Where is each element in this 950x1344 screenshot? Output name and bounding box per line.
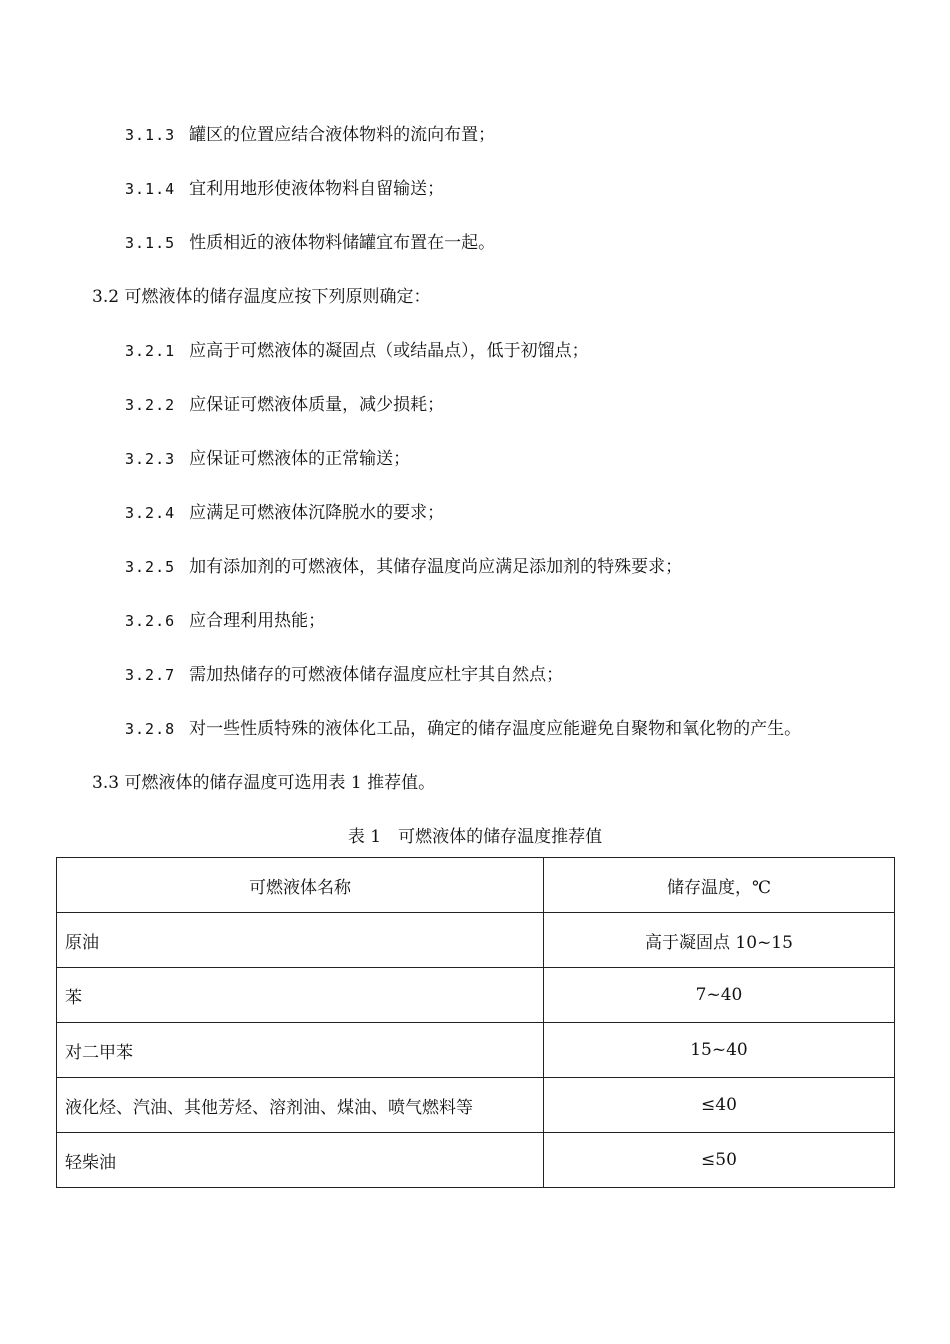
clause-number: 3.2.4 — [125, 504, 176, 522]
clause-text: 应满足可燃液体沉降脱水的要求； — [189, 503, 445, 523]
clause-number: 3.3 — [92, 773, 120, 793]
clause-number: 3.2 — [92, 287, 120, 307]
clause-text: 应合理利用热能； — [189, 611, 326, 631]
clause-3-3 — [92, 772, 435, 794]
storage-temp-cell: ≤40 — [544, 1078, 895, 1133]
storage-temp-cell: 7~40 — [544, 968, 895, 1023]
table-row — [57, 1078, 895, 1133]
table-row — [57, 913, 895, 968]
clause-text: 可燃液体的储存温度应按下列原则确定： — [124, 287, 431, 307]
clause-number: 3.2.3 — [125, 450, 176, 468]
storage-temperature-table — [56, 857, 895, 1188]
clause-number: 3.2.7 — [125, 666, 176, 684]
clause-text: 应保证可燃液体质量，减少损耗； — [189, 395, 445, 415]
table-row — [57, 1023, 895, 1078]
table-caption: 表 1 可燃液体的储存温度推荐值 — [347, 827, 603, 847]
clause-3-2 — [92, 286, 430, 308]
clause-3-2-6 — [125, 610, 325, 632]
clause-text: 性质相近的液体物料储罐宜布置在一起。 — [189, 233, 496, 253]
table-header-row — [57, 858, 895, 913]
clause-3-1-5 — [125, 232, 495, 254]
clause-3-2-1 — [125, 340, 589, 362]
clause-number: 3.1.3 — [125, 126, 176, 144]
storage-temp-cell: ≤50 — [544, 1133, 895, 1188]
clause-number: 3.2.2 — [125, 396, 176, 414]
liquid-name-cell: 液化烃、汽油、其他芳烃、溶剂油、煤油、喷气燃料等 — [57, 1078, 544, 1133]
clause-3-2-2 — [125, 394, 444, 416]
clause-3-2-3 — [125, 448, 410, 470]
clause-number: 3.1.5 — [125, 234, 176, 252]
liquid-name-cell: 原油 — [57, 913, 544, 968]
liquid-name-cell: 轻柴油 — [57, 1133, 544, 1188]
clause-text: 应保证可燃液体的正常输送； — [189, 449, 411, 469]
clause-text: 应高于可燃液体的凝固点（或结晶点），低于初馏点； — [189, 341, 589, 361]
clause-3-2-5 — [125, 556, 682, 578]
clause-text: 可燃液体的储存温度可选用表 1 推荐值。 — [124, 773, 436, 793]
table-row — [57, 968, 895, 1023]
table-row — [57, 1133, 895, 1188]
clause-text: 宜利用地形使液体物料自留输送； — [189, 179, 445, 199]
clause-3-1-3 — [125, 124, 495, 146]
liquid-name-cell: 苯 — [57, 968, 544, 1023]
clause-text: 需加热储存的可燃液体储存温度应杜宇其自然点； — [189, 665, 564, 685]
column-header-liquid-name: 可燃液体名称 — [57, 858, 544, 913]
storage-temp-cell: 15~40 — [544, 1023, 895, 1078]
clause-number: 3.2.5 — [125, 558, 176, 576]
clause-number: 3.2.1 — [125, 342, 176, 360]
column-header-storage-temp: 储存温度，℃ — [544, 858, 895, 913]
clause-3-2-8 — [125, 718, 801, 740]
clause-text: 加有添加剂的可燃液体，其储存温度尚应满足添加剂的特殊要求； — [189, 557, 683, 577]
clause-number: 3.2.8 — [125, 720, 176, 738]
clause-3-1-4 — [125, 178, 444, 200]
clause-number: 3.1.4 — [125, 180, 176, 198]
clause-3-2-7 — [125, 664, 563, 686]
clause-3-2-4 — [125, 502, 444, 524]
clause-text: 对一些性质特殊的液体化工品，确定的储存温度应能避免自聚物和氧化物的产生。 — [189, 719, 802, 739]
clause-number: 3.2.6 — [125, 612, 176, 630]
liquid-name-cell: 对二甲苯 — [57, 1023, 544, 1078]
storage-temp-cell: 高于凝固点 10~15 — [544, 913, 895, 968]
clause-text: 罐区的位置应结合液体物料的流向布置； — [189, 125, 496, 145]
